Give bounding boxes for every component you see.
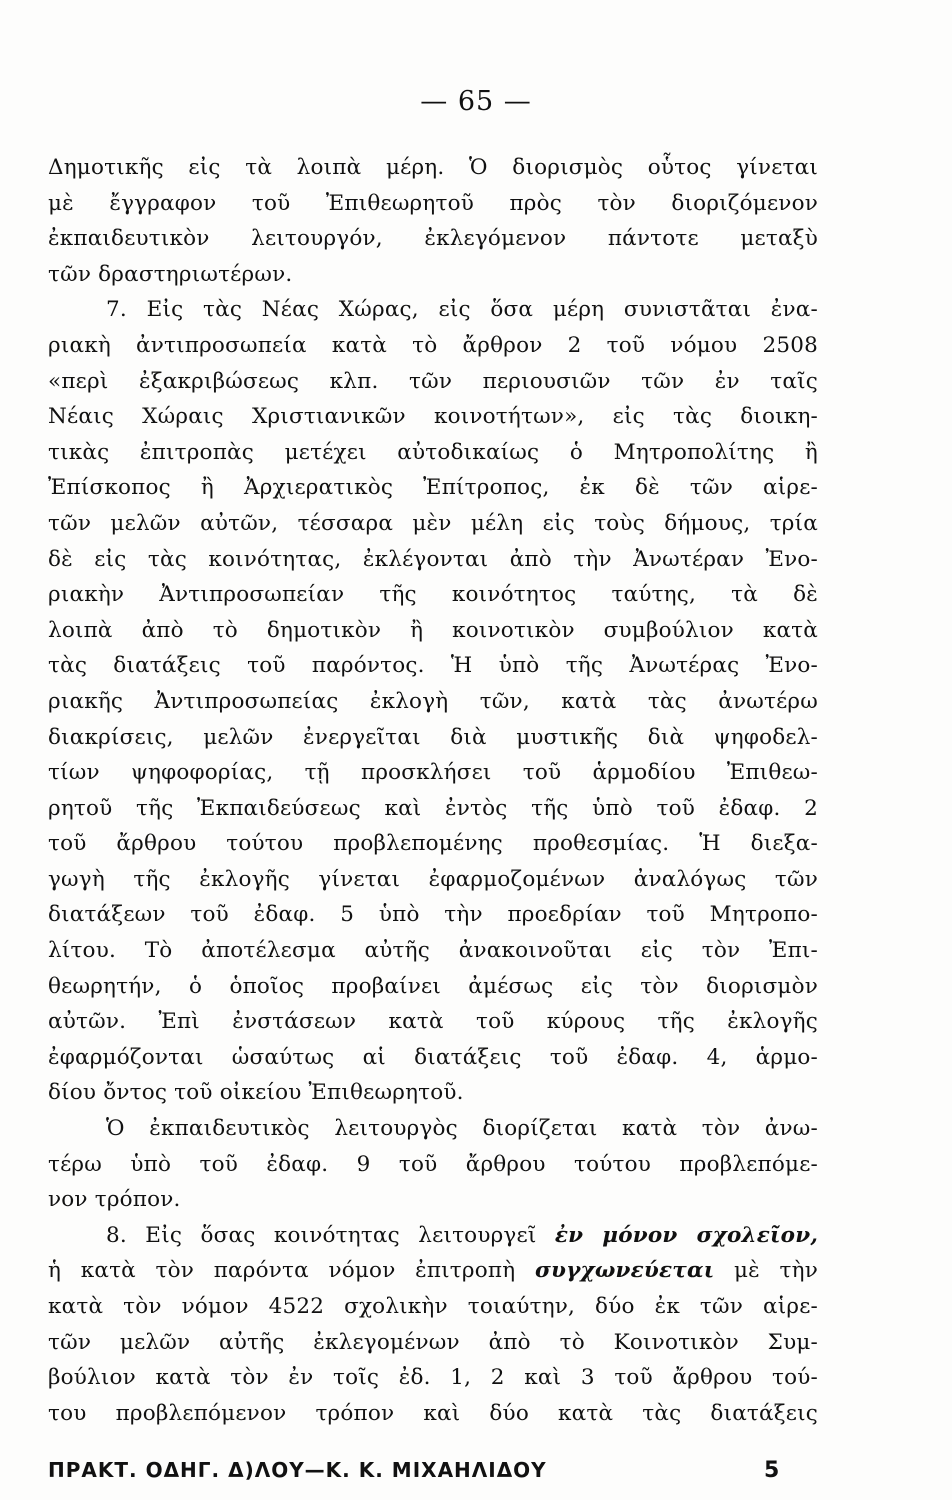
text-line: ριακὴν Ἀντιπροσωπείαν τῆς κοινότητος ταύτης, τὰ δὲ: [48, 582, 818, 608]
text-line: Ἐπίσκοπος ἢ Ἀρχιερατικὸς Ἐπίτροπος, ἐκ δὲ τῶν αἱρε-: [48, 475, 818, 501]
text-line: τῶν μελῶν αὐτῶν, τέσσαρα μὲν μέλη εἰς τοὺς δήμους, τρία: [48, 510, 818, 536]
text-segment: ἡ κατὰ τὸν παρόντα νόμον ἐπιτροπὴ: [48, 1258, 535, 1284]
text-line: τικὰς ἐπιτροπὰς μετέχει αὐτοδικαίως ὁ Μητροπολίτης ἢ: [48, 439, 818, 465]
text-line: ριακὴ ἀντιπροσωπεία κατὰ τὸ ἄρθρον 2 τοῦ νόμου 2508: [48, 332, 818, 358]
text-line: αὐτῶν. Ἐπὶ ἐνστάσεων κατὰ τοῦ κύρους τῆς ἐκλογῆς: [48, 1009, 818, 1035]
text-line: δίου ὄντος τοῦ οἰκείου Ἐπιθεωρητοῦ.: [48, 1080, 464, 1106]
text-line: τέρω ὑπὸ τοῦ ἐδαφ. 9 τοῦ ἄρθρου τούτου προβλεπόμε-: [48, 1151, 818, 1177]
text-line: κατὰ τὸν νόμον 4522 σχολικὴν τοιαύτην, δύο ἐκ τῶν αἱρε-: [48, 1294, 818, 1319]
text-line: Ὁ ἐκπαιδευτικὸς λειτουργὸς διορίζεται κατὰ τὸν ἀνω-: [106, 1116, 818, 1142]
text-line: 7. Εἰς τὰς Νέας Χώρας, εἰς ὅσα μέρη συνιστᾶται ἐνα-: [106, 297, 818, 323]
signature-mark: 5: [764, 1458, 780, 1483]
text-line: ἐφαρμόζονται ὡσαύτως αἱ διατάξεις τοῦ ἐδαφ. 4, ἁρμο-: [48, 1044, 818, 1070]
text-line: τοῦ ἄρθρου τούτου προβλεπομένης προθεσμίας. Ἡ διεξα-: [48, 831, 818, 857]
text-line: «περὶ ἐξακριβώσεως κλπ. τῶν περιουσιῶν τῶν ἐν ταῖς: [48, 368, 818, 394]
text-line: διακρίσεις, μελῶν ἐνεργεῖται διὰ μυστικῆς διὰ ψηφοδελ-: [48, 724, 818, 750]
emphasized-text: ἐν μόνον σχολεῖον,: [554, 1222, 818, 1248]
text-line: τίων ψηφοφορίας, τῇ προσκλήσει τοῦ ἁρμοδίου Ἐπιθεω-: [48, 760, 818, 786]
body-text: [48, 150, 818, 1431]
text-line: δὲ εἰς τὰς κοινότητας, ἐκλέγονται ἀπὸ τὴν Ἀνωτέραν Ἐνο-: [48, 546, 818, 572]
text-line: [48, 1218, 818, 1254]
text-line: μὲ ἔγγραφον τοῦ Ἐπιθεωρητοῦ πρὸς τὸν διοριζόμενον: [48, 190, 818, 216]
text-line: τὰς διατάξεις τοῦ παρόντος. Ἡ ὑπὸ τῆς Ἀνωτέρας Ἐνο-: [48, 653, 818, 679]
paragraph-8: [48, 1218, 818, 1432]
text-line: λίτου. Τὸ ἀποτέλεσμα αὐτῆς ἀνακοινοῦται εἰς τὸν Ἐπι-: [48, 938, 818, 964]
text-line: τῶν μελῶν αὐτῆς ἐκλεγομένων ἀπὸ τὸ Κοινοτικὸν Συμ-: [48, 1329, 818, 1355]
text-line: λοιπὰ ἀπὸ τὸ δημοτικὸν ἢ κοινοτικὸν συμβούλιον κατὰ: [48, 617, 818, 643]
text-line: βούλιον κατὰ τὸν ἐν τοῖς ἐδ. 1, 2 καὶ 3 τοῦ ἄρθρου τού-: [48, 1365, 818, 1391]
emphasized-text: συγχωνεύεται: [534, 1258, 715, 1284]
footer-title: ΠΡΑΚΤ. ΟΔΗΓ. Δ)ΛΟΥ—Κ. Κ. ΜΙΧΑΗΛΙΔΟΥ: [48, 1458, 547, 1482]
text-line: ἐκπαιδευτικὸν λειτουργόν, ἐκλεγόμενον πάντοτε μεταξὺ: [48, 226, 818, 252]
paragraph-teacher: [48, 1111, 818, 1218]
text-line: θεωρητήν, ὁ ὁποῖος προβαίνει ἀμέσως εἰς τὸν διορισμὸν: [48, 973, 818, 999]
text-line: Δημοτικῆς εἰς τὰ λοιπὰ μέρη. Ὁ διορισμὸς οὗτος γίνεται: [48, 155, 818, 180]
text-line: ρητοῦ τῆς Ἐκπαιδεύσεως καὶ ἐντὸς τῆς ὑπὸ τοῦ ἐδαφ. 2: [48, 795, 818, 821]
text-line: [48, 1253, 818, 1289]
text-segment: μὲ τὴν: [714, 1258, 818, 1284]
text-line: τῶν δραστηριωτέρων.: [48, 261, 293, 287]
text-line: Νέαις Χώραις Χριστιανικῶν κοινοτήτων», εἰς τὰς διοικη-: [48, 404, 818, 430]
text-line: διατάξεων τοῦ ἐδαφ. 5 ὑπὸ τὴν προεδρίαν τοῦ Μητροπο-: [48, 902, 818, 928]
text-line: ριακῆς Ἀντιπροσωπείας ἐκλογὴ τῶν, κατὰ τὰς ἀνωτέρω: [48, 688, 818, 714]
paragraph-7: [48, 292, 818, 1111]
text-line: νον τρόπον.: [48, 1187, 181, 1213]
text-line: γωγὴ τῆς ἐκλογῆς γίνεται ἐφαρμοζομένων ἀναλόγως τῶν: [48, 866, 818, 892]
page-number: — 65 —: [420, 86, 532, 117]
text-segment: 8. Εἰς ὅσας κοινότητας λειτουργεῖ: [106, 1222, 555, 1248]
paragraph-continuation: [48, 150, 818, 292]
text-line: του προβλεπόμενον τρόπον καὶ δύο κατὰ τὰς διατάξεις: [48, 1400, 818, 1426]
